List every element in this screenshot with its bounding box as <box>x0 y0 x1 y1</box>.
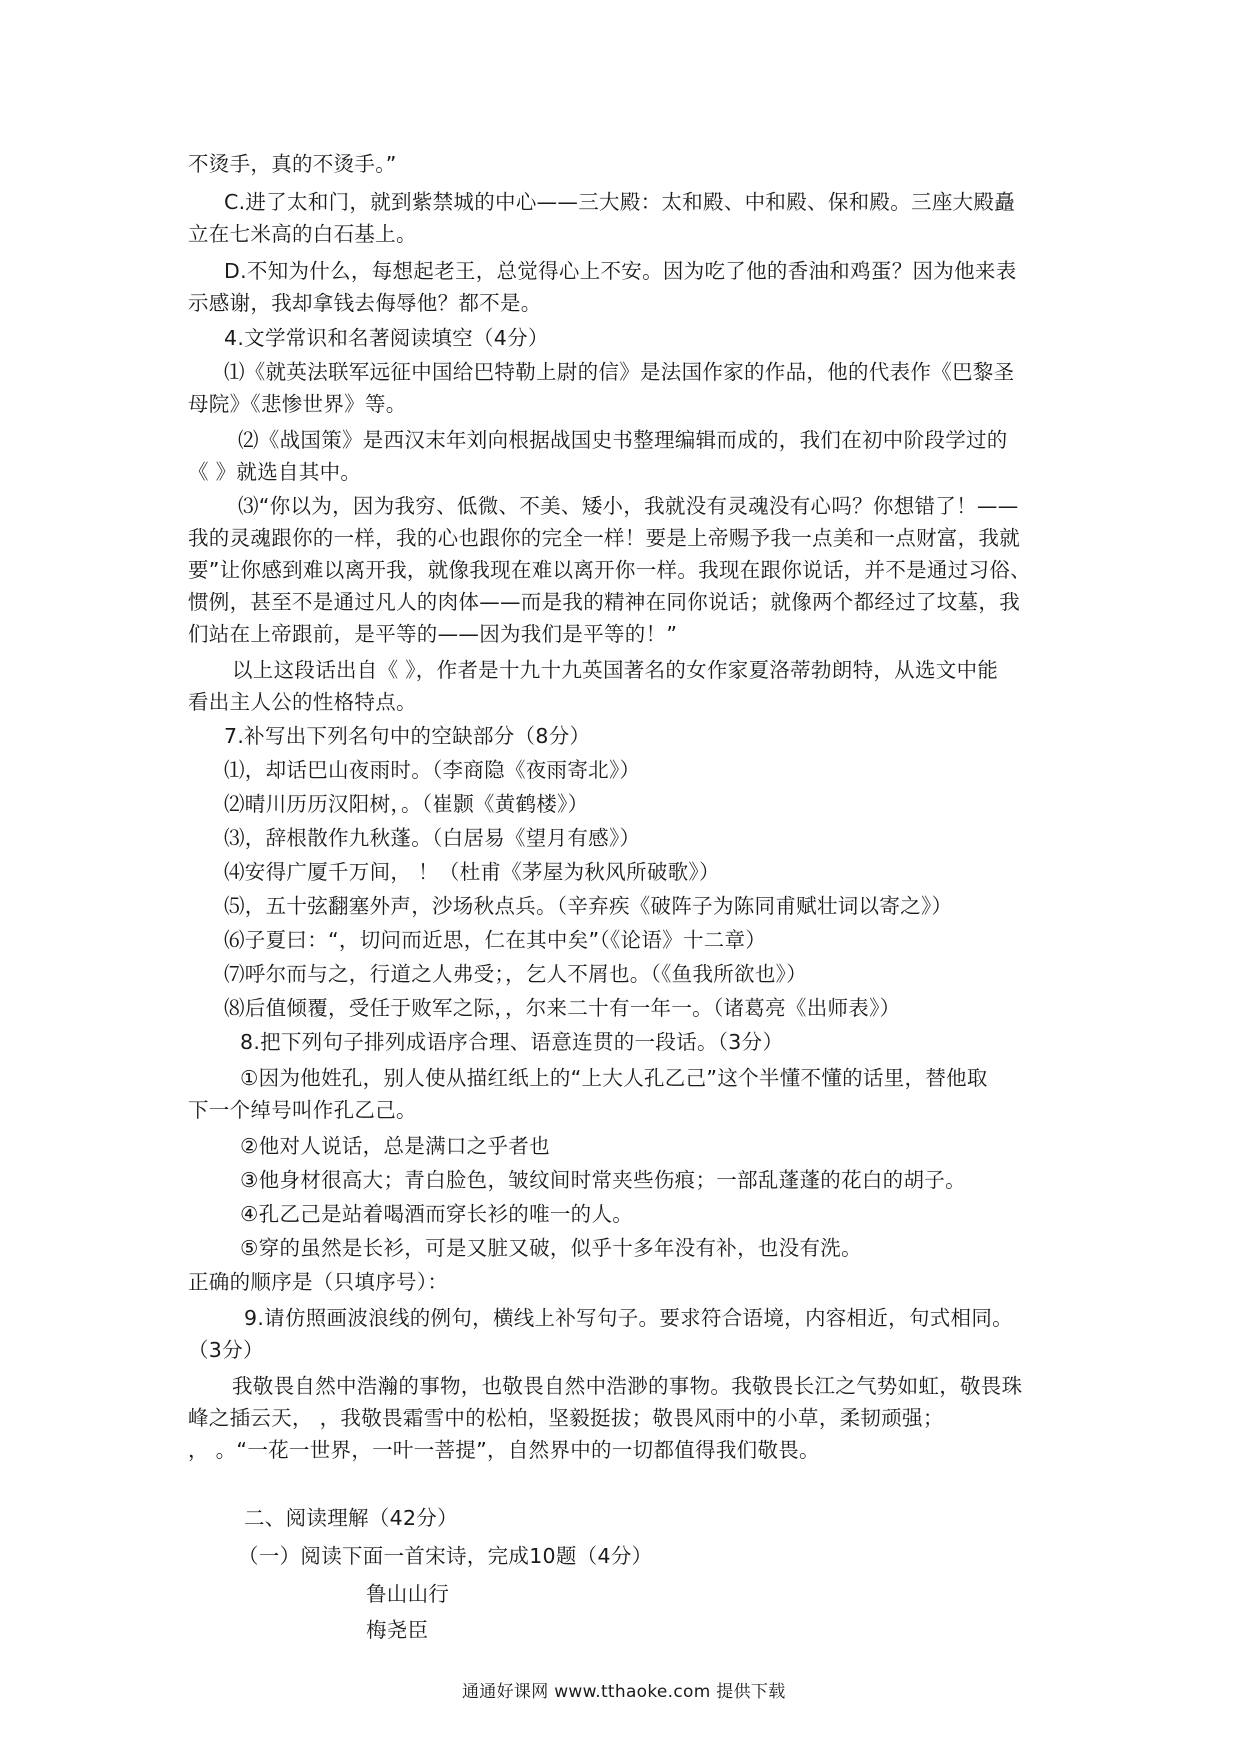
text-line: 母院》《悲惨世界》等。 <box>188 392 407 416</box>
footer-text: 通通好课网 www.tthaoke.com 提供下载 <box>462 1682 786 1702</box>
text-line: 我的灵魂跟你的一样，我的心也跟你的完全一样！要是上帝赐予我一点美和一点财富，我就 <box>188 526 1020 550</box>
text-line: ⑶“你以为，因为我穷、低微、不美、矮小，我就没有灵魂没有心吗？你想错了！—— <box>238 494 1019 518</box>
text-line: 峰之插云天， ，我敬畏霜雪中的松柏，坚毅挺拔；敬畏风雨中的小草，柔韧顽强； <box>188 1406 944 1430</box>
list-item: ⑤穿的虽然是长衫，可是又脏又破，似乎十多年没有补，也没有洗。 <box>240 1236 862 1260</box>
section-heading: 4.文学常识和名著阅读填空（4分） <box>224 326 549 350</box>
text-line: 示感谢，我却拿钱去侮辱他？都不是。 <box>188 291 542 315</box>
text-line: 看出主人公的性格特点。 <box>188 690 417 714</box>
poem-title: 鲁山山行 <box>366 1582 450 1606</box>
list-item: ③他身材很高大；青白脸色，皱纹间时常夹些伤痕；一部乱蓬蓬的花白的胡子。 <box>240 1168 966 1192</box>
section-heading: （一）阅读下面一首宋诗，完成10题（4分） <box>238 1544 653 1568</box>
list-item: ⑷安得广厦千万间， ！（杜甫《茅屋为秋风所破歌》） <box>224 860 720 884</box>
list-item: ⑴，却话巴山夜雨时。（李商隐《夜雨寄北》） <box>224 758 641 782</box>
text-line: （3分） <box>188 1338 264 1362</box>
text-line: ， 。“一花一世界，一叶一菩提”，自然界中的一切都值得我们敬畏。 <box>188 1438 820 1462</box>
text-line: ⑴《就英法联军远征中国给巴特勒上尉的信》是法国作家的作品，他的代表作《巴黎圣 <box>224 360 1015 384</box>
list-item: ⑶，辞根散作九秋蓬。（白居易《望月有感》） <box>224 826 641 850</box>
section-heading: 9.请仿照画波浪线的例句，横线上补写句子。要求符合语境，内容相近，句式相同。 <box>244 1306 1013 1330</box>
list-item: ④孔乙己是站着喝酒而穿长衫的唯一的人。 <box>240 1202 634 1226</box>
list-item: ⑺呼尔而与之，行道之人弗受；，乞人不屑也。（《鱼我所欲也》） <box>224 962 807 986</box>
text-line: C.进了太和门，就到紫禁城的中心——三大殿：太和殿、中和殿、保和殿。三座大殿矗 <box>224 190 1016 214</box>
text-line: 下一个绰号叫作孔乙己。 <box>188 1098 417 1122</box>
text-line: ⑵《战国策》是西汉末年刘向根据战国史书整理编辑而成的，我们在初中阶段学过的 <box>238 428 1008 452</box>
text-line: D.不知为什么，每想起老王，总觉得心上不安。因为吃了他的香油和鸡蛋？因为他来表 <box>224 259 1017 283</box>
text-line: 以上这段话出自《 》，作者是十九十九英国著名的女作家夏洛蒂勃朗特，从选文中能 <box>232 658 999 682</box>
text-line: 《 》就选自其中。 <box>188 460 362 484</box>
list-item: ⑻后值倾覆，受任于败军之际，，尔来二十有一年一。（诸葛亮《出师表》） <box>224 996 901 1020</box>
list-item: ②他对人说话，总是满口之乎者也 <box>240 1134 550 1158</box>
text-line: 正确的顺序是（只填序号）： <box>188 1270 449 1294</box>
poem-author: 梅尧臣 <box>366 1618 429 1642</box>
list-item: ⑸，五十弦翻塞外声，沙场秋点兵。（辛弃疾《破阵子为陈同甫赋壮词以寄之》） <box>224 894 953 918</box>
list-item: ⑵晴川历历汉阳树，。（崔颢《黄鹤楼》） <box>224 792 589 816</box>
section-heading: 7.补写出下列名句中的空缺部分（8分） <box>224 724 591 748</box>
section-heading: 二、阅读理解（42分） <box>244 1506 458 1530</box>
text-line: 惯例，甚至不是通过凡人的肉体——而是我的精神在同你说话；就像两个都经过了坟墓，我 <box>188 590 1020 614</box>
section-heading: 8.把下列句子排列成语序合理、语意连贯的一段话。（3分） <box>240 1030 784 1054</box>
text-line: 我敬畏自然中浩瀚的事物，也敬畏自然中浩渺的事物。我敬畏长江之气势如虹，敬畏珠 <box>232 1374 1023 1398</box>
text-line: 立在七米高的白石基上。 <box>188 222 417 246</box>
text-line: 们站在上帝跟前，是平等的——因为我们是平等的！” <box>188 622 678 646</box>
text-line: 要”让你感到难以离开我，就像我现在难以离开你一样。我现在跟你说话，并不是通过习俗、 <box>188 558 1031 582</box>
text-line: ①因为他姓孔，别人使从描红纸上的“上大人孔乙己”这个半懂不懂的话里，替他取 <box>240 1066 988 1090</box>
text-line: 不烫手，真的不烫手。” <box>188 152 397 176</box>
list-item: ⑹子夏曰：“，切问而近思，仁在其中矣”（《论语》十二章） <box>224 928 767 952</box>
